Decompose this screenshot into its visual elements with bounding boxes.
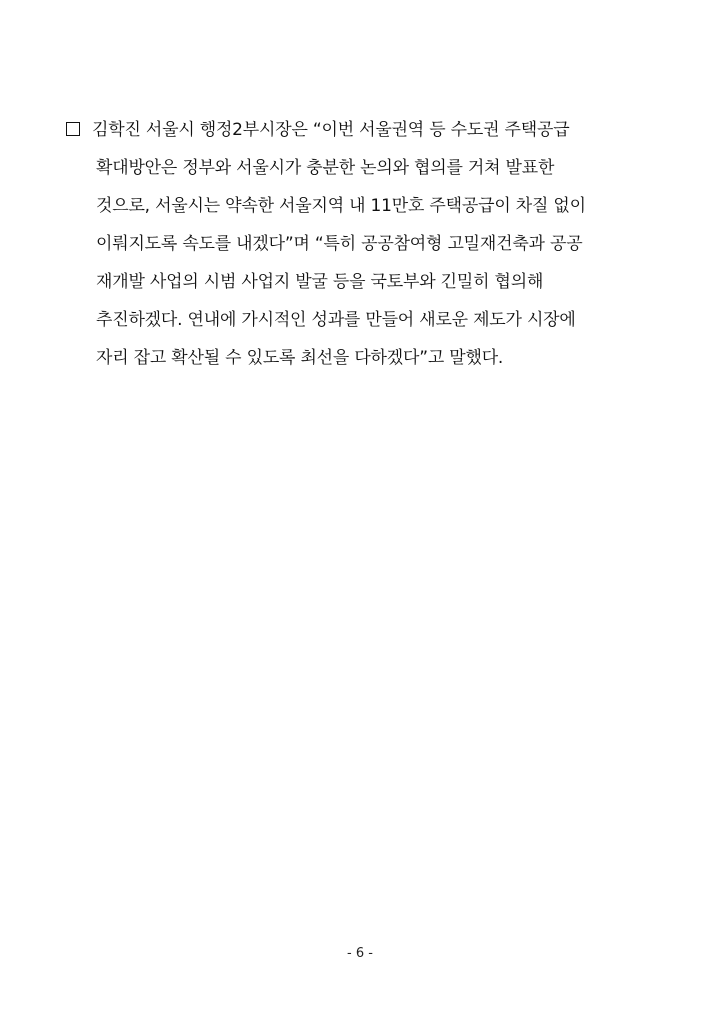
paragraph-line-4: 이뤄지도록 속도를 내겠다”며 “특히 공공참여형 고밀재건축과 공공 [96, 234, 583, 254]
line-text: 김학진 서울시 행정2부시장은 “이번 서울권역 등 수도권 주택공급 [92, 120, 570, 140]
paragraph-line-3: 것으로, 서울시는 약속한 서울지역 내 11만호 주택공급이 차질 없이 [96, 196, 586, 216]
page-number: - 6 - [347, 946, 373, 961]
paragraph-line-1 [66, 111, 666, 149]
paragraph-line-5: 재개발 사업의 시범 사업지 발굴 등을 국토부와 긴밀히 협의해 [96, 272, 544, 292]
quote-paragraph [66, 111, 666, 377]
paragraph-line-2: 확대방안은 정부와 서울시가 충분한 논의와 협의를 거쳐 발표한 [96, 158, 555, 178]
square-bullet-icon [66, 122, 80, 136]
paragraph-line-6: 추진하겠다. 연내에 가시적인 성과를 만들어 새로운 제도가 시장에 [96, 310, 576, 330]
paragraph-line-7: 자리 잡고 확산될 수 있도록 최선을 다하겠다”고 말했다. [96, 348, 504, 368]
